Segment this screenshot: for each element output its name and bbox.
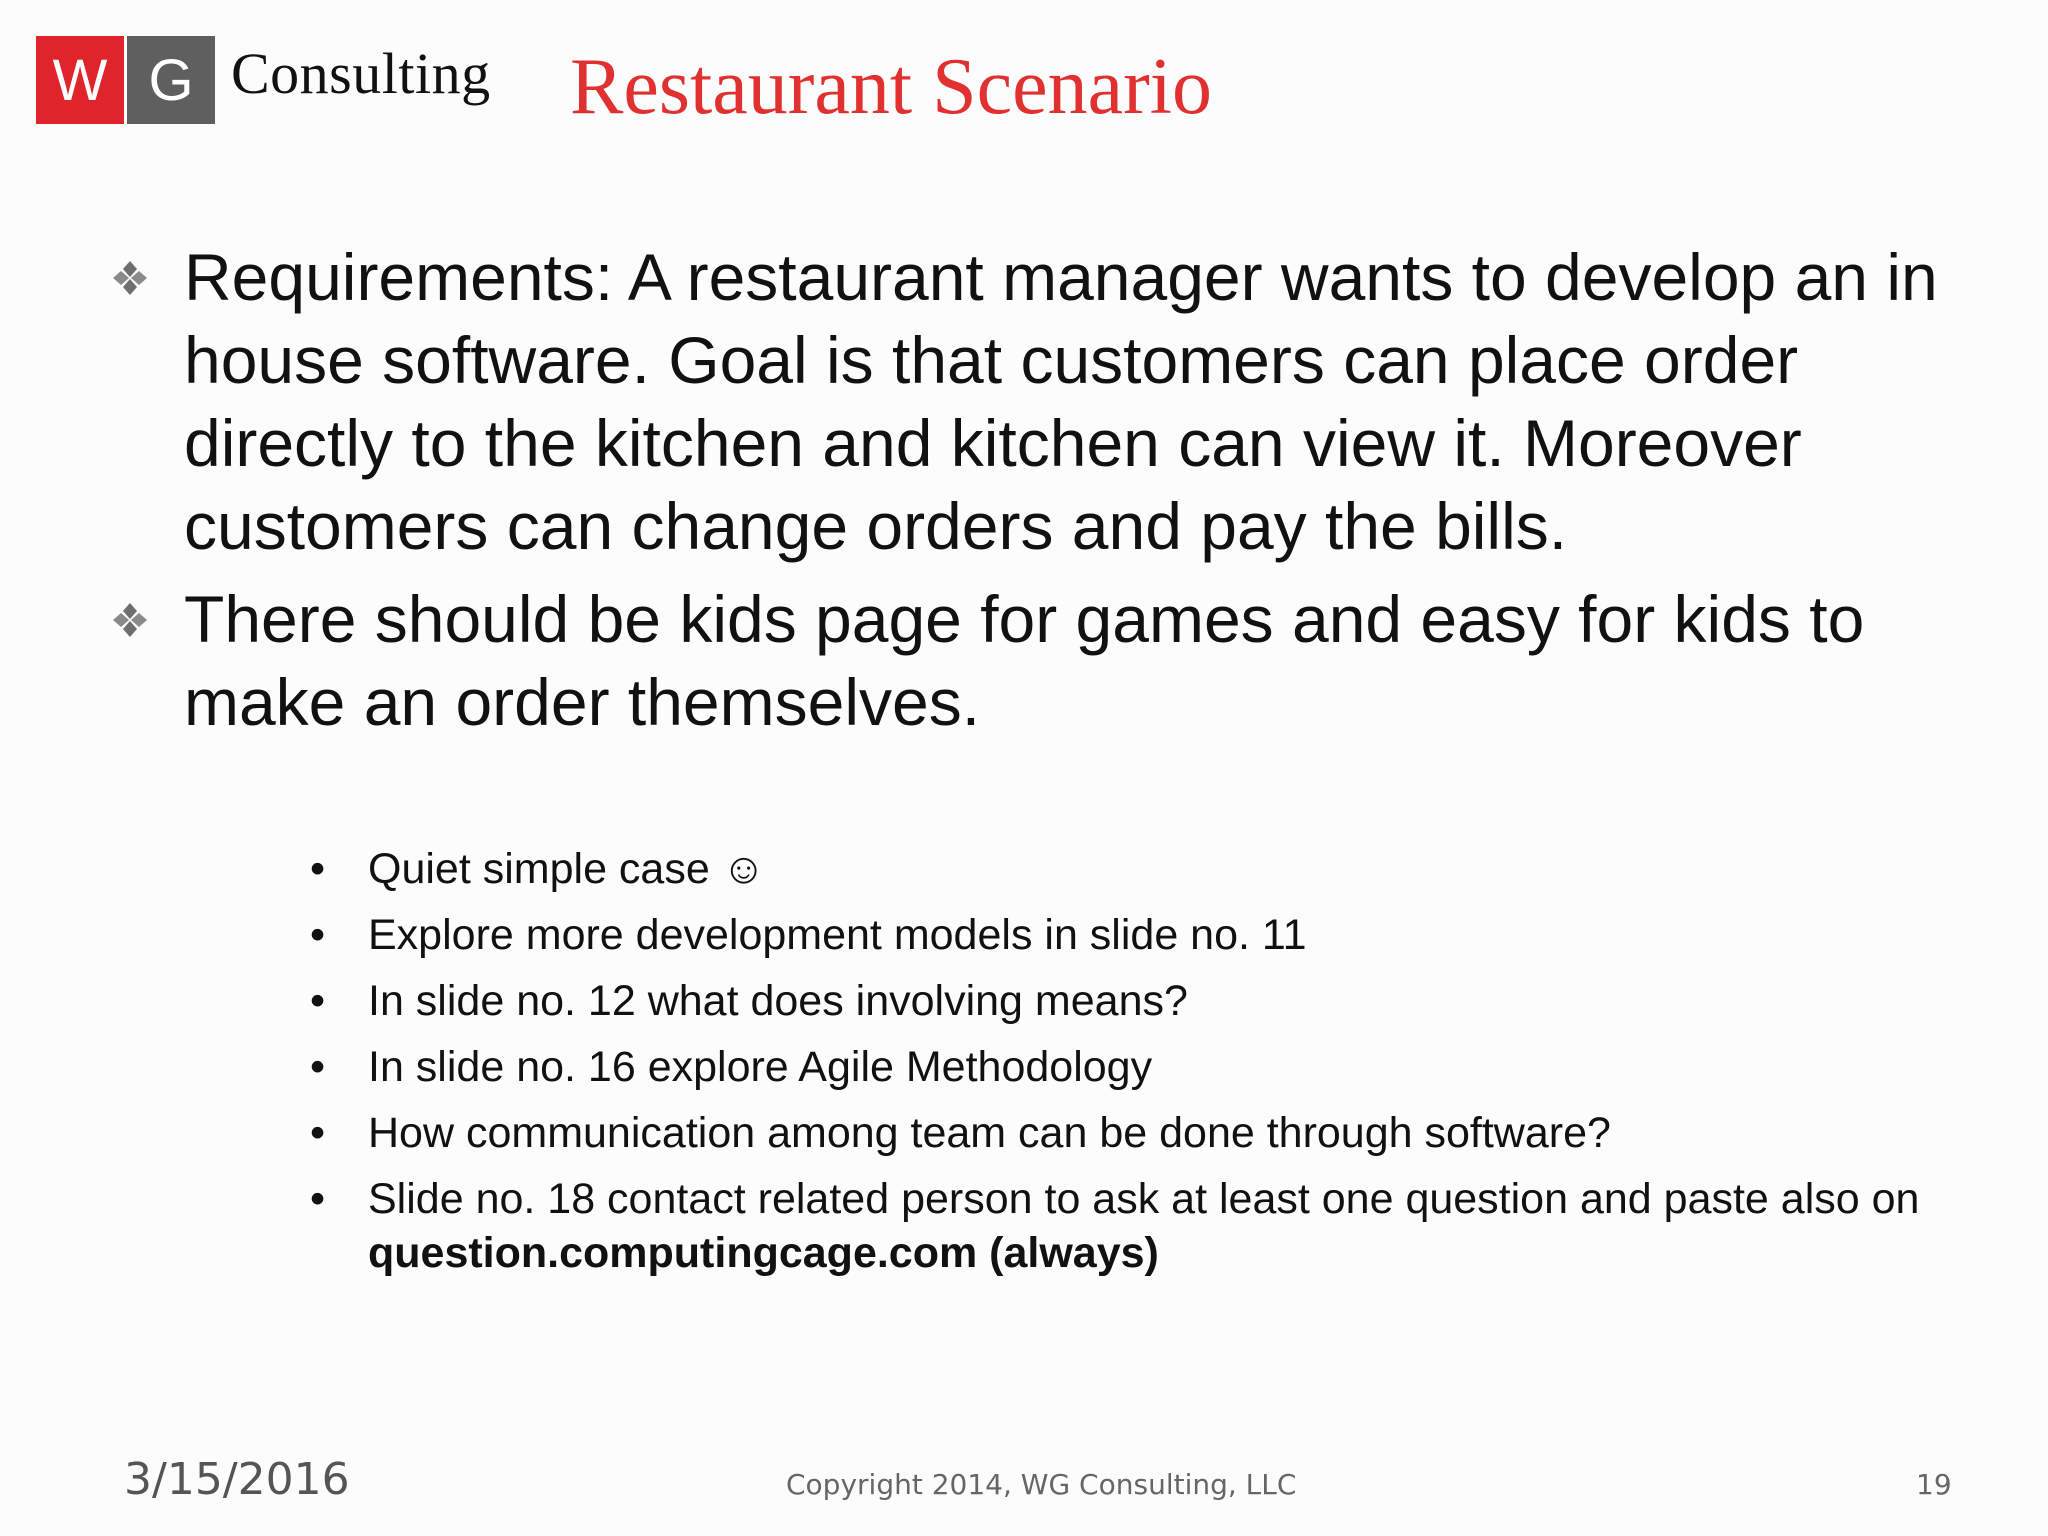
four-diamond-bullet-icon (110, 258, 150, 298)
sub-bullet-item (310, 1040, 2010, 1094)
footer-page-number: 19 (1916, 1468, 1952, 1501)
sub-bullet-item (310, 1106, 2010, 1160)
sub-bullet-text: How communication among team can be done through software? (368, 1109, 1611, 1157)
sub-bullet-item (310, 842, 2010, 896)
sub-bullet-text: Explore more development models in slide no. 11 (368, 911, 1307, 959)
bullet-dot: • (310, 1109, 326, 1157)
wg-consulting-logo (36, 36, 491, 124)
logo-g-box: G (127, 36, 215, 124)
main-bullet-item (110, 236, 1990, 568)
logo-text: Consulting (231, 40, 491, 106)
sub-bullet-text: In slide no. 12 what does involving means? (368, 977, 1188, 1025)
sub-bullet-text: In slide no. 16 explore Agile Methodology (368, 1043, 1153, 1091)
sub-bullet-list (310, 842, 2010, 1292)
main-bullet-text: There should be kids page for games and easy for kids to make an order themselves. (184, 582, 1865, 739)
bullet-dot: • (310, 911, 326, 959)
sub-bullet-item (310, 908, 2010, 962)
bullet-dot: • (310, 977, 326, 1025)
sub-bullet-text: Quiet simple case ☺ (368, 845, 766, 893)
main-bullet-item (110, 578, 1990, 744)
bullet-dot: • (310, 845, 326, 893)
bullet-dot: • (310, 1043, 326, 1091)
sub-bullet-item (310, 974, 2010, 1028)
sub-bullet-text-prefix: Slide no. 18 contact related person to ask at least one question and paste also on (368, 1175, 1920, 1223)
bullet-dot: • (310, 1175, 326, 1223)
four-diamond-bullet-icon (110, 600, 150, 640)
main-bullet-list (110, 236, 1990, 754)
slide-title: Restaurant Scenario (570, 43, 1212, 131)
main-bullet-text: Requirements: A restaurant manager wants to develop an in house software. Goal is that customers can place order directly to the kitchen and kitchen can view it. Moreover customers can change orders and pay the bills. (184, 240, 1938, 563)
sub-bullet-item (310, 1172, 2010, 1280)
logo-w-box: W (36, 36, 124, 124)
footer-copyright: Copyright 2014, WG Consulting, LLC (786, 1468, 1297, 1501)
footer-date: 3/15/2016 (124, 1454, 350, 1505)
question-site-link-text: question.computingcage.com (always) (368, 1229, 1159, 1277)
